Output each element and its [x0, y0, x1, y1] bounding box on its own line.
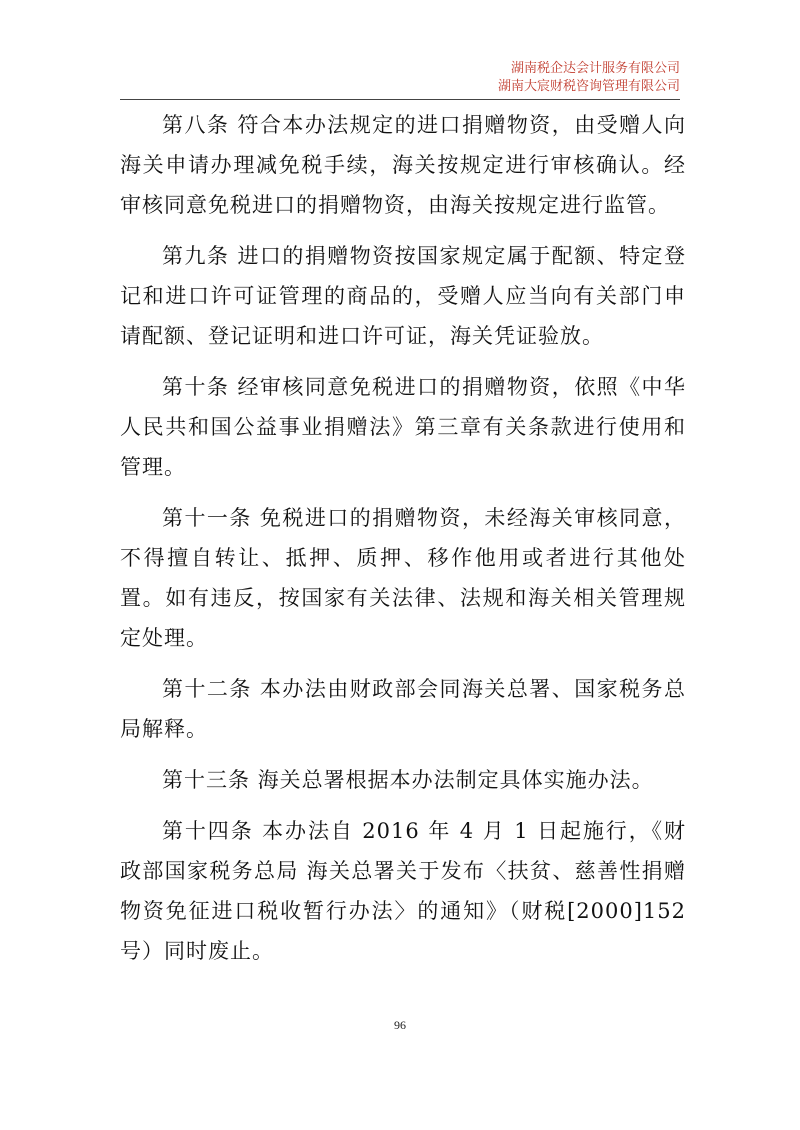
article-8: 第八条 符合本办法规定的进口捐赠物资，由受赠人向海关申请办理减免税手续，海关按规定进行审核确认。经审核同意免税进口的捐赠物资，由海关按规定进行监管。: [120, 113, 686, 217]
article-9: 第九条 进口的捐赠物资按国家规定属于配额、特定登记和进口许可证管理的商品的，受赠人应当向有关部门申请配额、登记证明和进口许可证，海关凭证验放。: [120, 244, 686, 348]
page-number: 96: [394, 1018, 406, 1032]
article-10: 第十条 经审核同意免税进口的捐赠物资，依照《中华人民共和国公益事业捐赠法》第三章有关条款进行使用和管理。: [120, 375, 686, 479]
header-company-2: 湖南大宸财税咨询管理有限公司: [497, 79, 680, 94]
article-14: 第十四条 本办法自 2016 年 4 月 1 日起施行，《财政部国家税务总局 海关总署关于发布〈扶贫、慈善性捐赠物资免征进口税收暂行办法〉的通知》（财税[2000]152 号）同时废止。: [120, 819, 686, 963]
article-11: 第十一条 免税进口的捐赠物资，未经海关审核同意，不得擅自转让、抵押、质押、移作他用或者进行其他处置。如有违反，按国家有关法律、法规和海关相关管理规定处理。: [120, 506, 686, 650]
header-divider: [120, 99, 680, 100]
page-header: [498, 60, 680, 96]
article-13: 第十三条 海关总署根据本办法制定具体实施办法。: [162, 768, 654, 792]
document-body: [120, 105, 686, 982]
article-12: 第十二条 本办法由财政部会同海关总署、国家税务总局解释。: [120, 677, 686, 741]
header-company-1: 湖南税企达会计服务有限公司: [510, 61, 680, 76]
